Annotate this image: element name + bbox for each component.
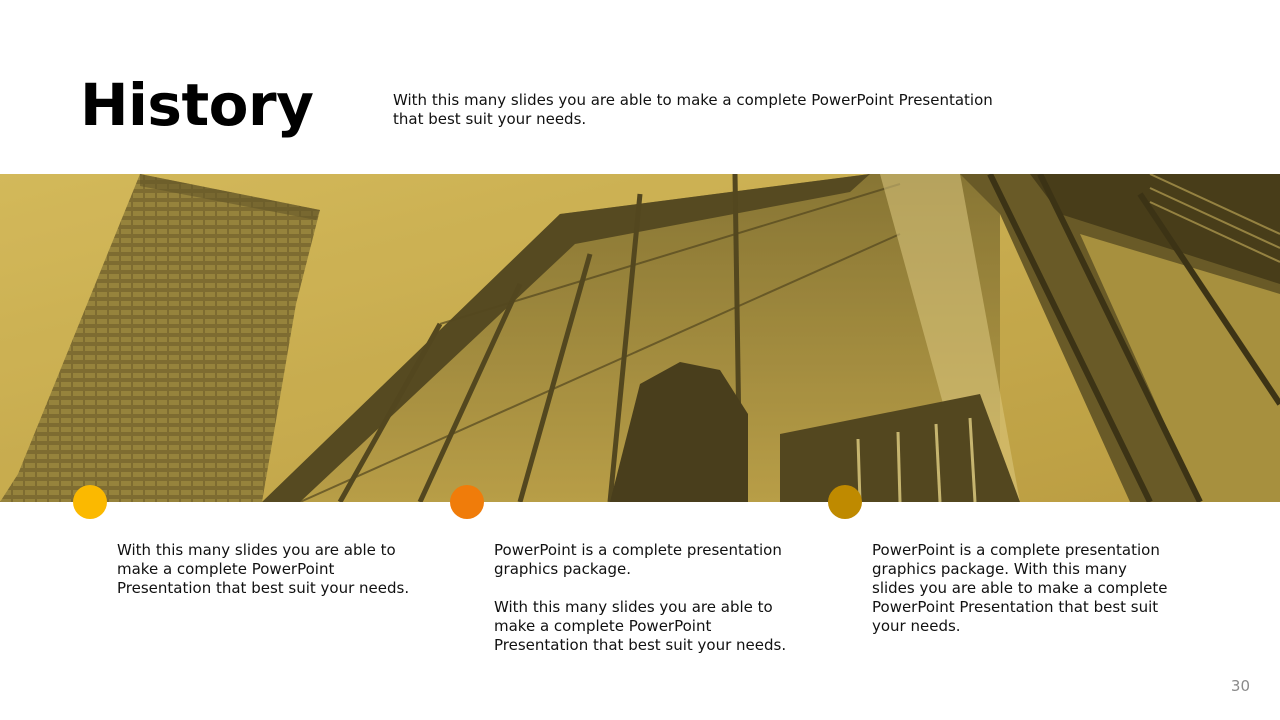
slide-subtitle: With this many slides you are able to make a complete PowerPoint Presentation that best suit your needs. [393,91,993,128]
page-number: 30 [1230,677,1250,695]
column-2-paragraph-1: PowerPoint is a complete presentation graphics package. [494,541,782,578]
timeline-dot-1 [73,485,107,519]
timeline-column-2 [494,541,794,655]
timeline-column-3 [872,541,1172,636]
column-2-paragraph-2: With this many slides you are able to make a complete PowerPoint Presentation that best suit your needs. [494,598,787,654]
timeline-dot-3 [828,485,862,519]
timeline-dot-2 [450,485,484,519]
slide-title: History [80,71,314,139]
column-3-paragraph-1: PowerPoint is a complete presentation graphics package. With this many slides you are able to make a complete PowerPoint Presentation that best suit your needs. [872,541,1168,635]
timeline-column-1 [117,541,417,598]
architecture-photo-banner [0,174,1280,502]
architecture-photo [0,174,1280,502]
column-1-paragraph-1: With this many slides you are able to make a complete PowerPoint Presentation that best suit your needs. [117,541,410,597]
